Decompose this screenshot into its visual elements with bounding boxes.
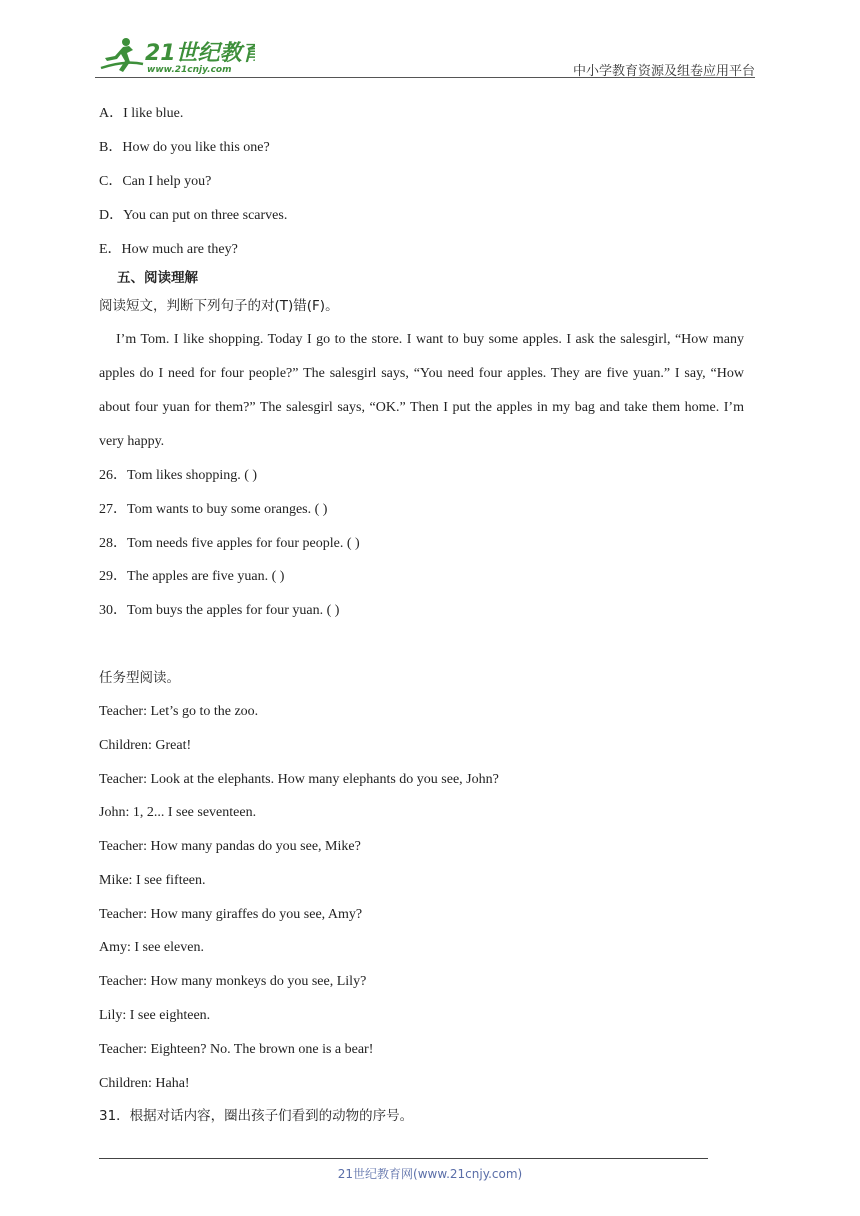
option-e: E．How much are they? [99, 242, 238, 257]
footer-divider [99, 1158, 708, 1159]
dialogue-line: Amy: I see eleven. [99, 940, 204, 955]
footer [0, 1165, 860, 1182]
dialogue-line: Mike: I see fifteen. [99, 873, 206, 888]
question-26: 26．Tom likes shopping. ( ) [99, 468, 258, 483]
dialogue-line: Lily: I see eighteen. [99, 1008, 211, 1023]
option-c: C．Can I help you? [99, 174, 212, 189]
dialogue-line: Teacher: How many pandas do you see, Mike? [99, 839, 361, 854]
reading1-passage: I’m Tom. I like shopping. Today I go to the store. I want to buy some apples. I ask the salesgirl, “How many apples do I need for four people?” The salesgirl says, “You need four apples. They are five yuan.” I say, “How about four yuan for them?” The salesgirl says, “OK.” Then I put the apples in my bag and take them home. I’m very happy. [99, 332, 744, 449]
svg-text:21世纪教育: 21世纪教育 [145, 41, 255, 66]
option-d: D．You can put on three scarves. [99, 208, 288, 223]
option-a: A．I like blue. [99, 106, 184, 121]
reading2-instruction: 任务型阅读。 [99, 670, 180, 686]
reading1-instruction: 阅读短文，判断下列句子的对(T)错(F)。 [99, 298, 339, 314]
question-29: 29．The apples are five yuan. ( ) [99, 569, 285, 584]
option-b: B．How do you like this one? [99, 140, 270, 155]
question-28: 28．Tom needs five apples for four people. ( ) [99, 536, 360, 551]
dialogue-line: Teacher: How many monkeys do you see, Lily? [99, 974, 367, 989]
platform-name: 中小学教育资源及组卷应用平台 [572, 64, 755, 79]
svg-text:www.21cnjy.com: www.21cnjy.com [147, 65, 232, 75]
header-divider [95, 77, 755, 78]
dialogue-line: Teacher: Let’s go to the zoo. [99, 704, 259, 719]
runner-logo-icon [95, 34, 255, 76]
dialogue-line: Teacher: Look at the elephants. How many elephants do you see, John? [99, 772, 499, 787]
section-title: 五、阅读理解 [117, 270, 198, 286]
dialogue-line: John: 1, 2... I see seventeen. [99, 805, 257, 820]
dialogue-line: Teacher: How many giraffes do you see, Amy? [99, 907, 363, 922]
question-27: 27．Tom wants to buy some oranges. ( ) [99, 502, 328, 517]
footer-text: 21世纪教育网(www.21cnjy.com) [337, 1167, 523, 1181]
logo [95, 34, 255, 76]
dialogue-line: Children: Great! [99, 738, 192, 753]
page-header [95, 30, 755, 78]
question-31: 31．根据对话内容，圈出孩子们看到的动物的序号。 [99, 1108, 414, 1124]
dialogue-line: Children: Haha! [99, 1076, 190, 1091]
question-30: 30．Tom buys the apples for four yuan. ( ) [99, 603, 340, 618]
dialogue-line: Teacher: Eighteen? No. The brown one is a bear! [99, 1042, 374, 1057]
